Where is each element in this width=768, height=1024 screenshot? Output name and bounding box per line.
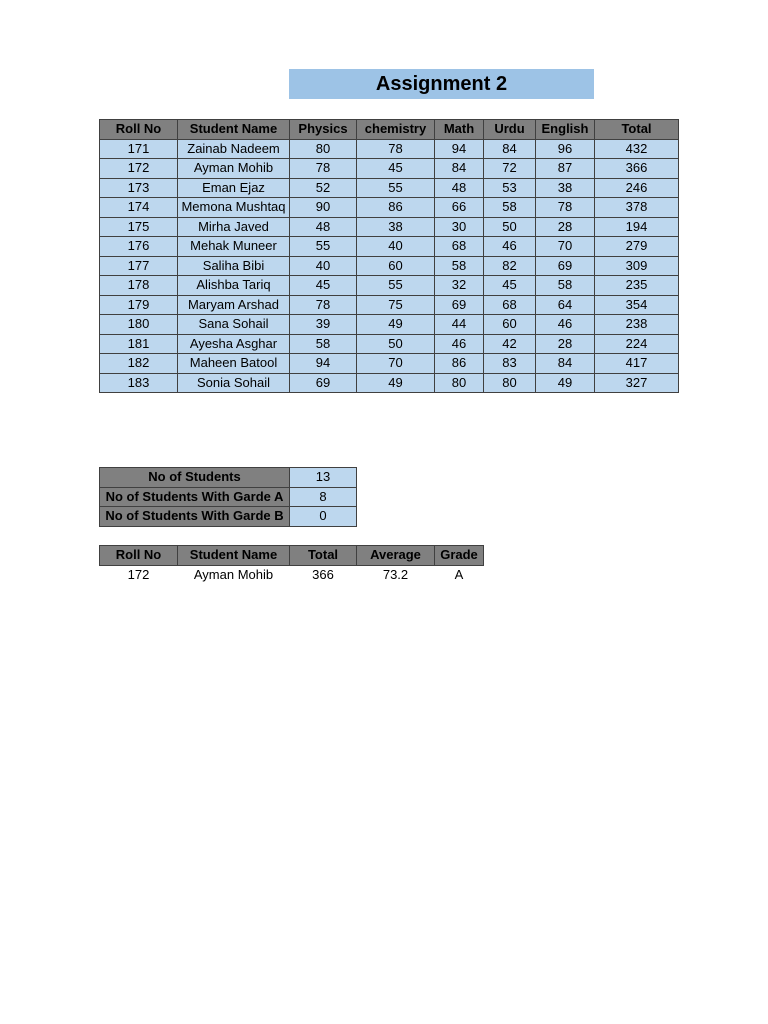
result-body: [100, 565, 484, 584]
table-cell: 70: [536, 237, 595, 257]
table-cell: Zainab Nadeem: [178, 139, 290, 159]
table-cell: Mirha Javed: [178, 217, 290, 237]
table-cell: 178: [100, 276, 178, 296]
summary-label: No of Students: [100, 468, 290, 488]
table-cell: 73.2: [357, 565, 435, 584]
table-cell: 80: [435, 373, 484, 393]
table-cell: 378: [595, 198, 679, 218]
table-cell: 28: [536, 217, 595, 237]
table-cell: A: [435, 565, 484, 584]
column-header: English: [536, 120, 595, 140]
table-cell: 39: [290, 315, 357, 335]
summary-value: 8: [290, 487, 357, 507]
column-header: Average: [357, 546, 435, 566]
table-cell: 179: [100, 295, 178, 315]
table-cell: 40: [357, 237, 435, 257]
table-cell: 194: [595, 217, 679, 237]
summary-table: [99, 467, 357, 527]
table-cell: Alishba Tariq: [178, 276, 290, 296]
table-cell: 46: [435, 334, 484, 354]
table-cell: 55: [357, 178, 435, 198]
table-row: [100, 315, 679, 335]
column-header: Math: [435, 120, 484, 140]
table-cell: 40: [290, 256, 357, 276]
table-cell: 60: [357, 256, 435, 276]
table-cell: 78: [357, 139, 435, 159]
table-cell: 354: [595, 295, 679, 315]
summary-row: [100, 468, 357, 488]
result-header-row: [100, 546, 484, 566]
table-row: [100, 295, 679, 315]
table-cell: Ayman Mohib: [178, 565, 290, 584]
column-header: Roll No: [100, 546, 178, 566]
table-cell: 55: [290, 237, 357, 257]
table-cell: 28: [536, 334, 595, 354]
table-cell: 60: [484, 315, 536, 335]
table-cell: 49: [357, 315, 435, 335]
table-cell: Mehak Muneer: [178, 237, 290, 257]
table-cell: 87: [536, 159, 595, 179]
table-cell: 80: [290, 139, 357, 159]
table-cell: 69: [435, 295, 484, 315]
table-cell: 78: [290, 295, 357, 315]
table-cell: 68: [484, 295, 536, 315]
table-row: [100, 198, 679, 218]
table-row: [100, 354, 679, 374]
column-header: Total: [290, 546, 357, 566]
column-header: Total: [595, 120, 679, 140]
table-cell: 84: [536, 354, 595, 374]
table-cell: 49: [536, 373, 595, 393]
table-cell: 70: [357, 354, 435, 374]
table-cell: 90: [290, 198, 357, 218]
table-cell: Sana Sohail: [178, 315, 290, 335]
table-cell: 171: [100, 139, 178, 159]
table-cell: Ayesha Asghar: [178, 334, 290, 354]
table-cell: 309: [595, 256, 679, 276]
table-cell: 45: [290, 276, 357, 296]
table-cell: 279: [595, 237, 679, 257]
table-cell: 42: [484, 334, 536, 354]
table-row: [100, 139, 679, 159]
table-cell: 84: [484, 139, 536, 159]
table-cell: 176: [100, 237, 178, 257]
summary-body: [100, 468, 357, 527]
column-header: Roll No: [100, 120, 178, 140]
table-cell: 82: [484, 256, 536, 276]
table-cell: Maheen Batool: [178, 354, 290, 374]
table-cell: Maryam Arshad: [178, 295, 290, 315]
summary-label: No of Students With Garde A: [100, 487, 290, 507]
summary-value: 13: [290, 468, 357, 488]
page-title: Assignment 2: [289, 69, 594, 99]
table-cell: 45: [357, 159, 435, 179]
table-cell: 172: [100, 565, 178, 584]
table-cell: 68: [435, 237, 484, 257]
table-cell: 183: [100, 373, 178, 393]
table-cell: 69: [536, 256, 595, 276]
table-cell: 86: [357, 198, 435, 218]
marks-header-row: [100, 120, 679, 140]
table-row: [100, 256, 679, 276]
table-row: [100, 334, 679, 354]
table-cell: 46: [484, 237, 536, 257]
table-cell: Memona Mushtaq: [178, 198, 290, 218]
table-cell: 58: [435, 256, 484, 276]
table-cell: 50: [484, 217, 536, 237]
table-cell: 52: [290, 178, 357, 198]
table-cell: 172: [100, 159, 178, 179]
table-cell: Ayman Mohib: [178, 159, 290, 179]
marks-body: [100, 139, 679, 393]
table-cell: 38: [536, 178, 595, 198]
table-cell: 235: [595, 276, 679, 296]
table-row: [100, 178, 679, 198]
table-cell: 46: [536, 315, 595, 335]
table-cell: 72: [484, 159, 536, 179]
table-row: [100, 276, 679, 296]
column-header: Student Name: [178, 120, 290, 140]
table-cell: 44: [435, 315, 484, 335]
table-cell: 64: [536, 295, 595, 315]
table-cell: Eman Ejaz: [178, 178, 290, 198]
table-cell: 238: [595, 315, 679, 335]
table-cell: 78: [290, 159, 357, 179]
table-cell: 50: [357, 334, 435, 354]
table-cell: 174: [100, 198, 178, 218]
table-cell: 94: [435, 139, 484, 159]
table-cell: 45: [484, 276, 536, 296]
column-header: Student Name: [178, 546, 290, 566]
table-cell: 83: [484, 354, 536, 374]
column-header: chemistry: [357, 120, 435, 140]
table-cell: 66: [435, 198, 484, 218]
table-cell: 75: [357, 295, 435, 315]
table-cell: 173: [100, 178, 178, 198]
table-cell: Saliha Bibi: [178, 256, 290, 276]
table-cell: 58: [536, 276, 595, 296]
table-cell: 48: [435, 178, 484, 198]
table-cell: 177: [100, 256, 178, 276]
table-cell: 32: [435, 276, 484, 296]
summary-row: [100, 507, 357, 527]
table-cell: 417: [595, 354, 679, 374]
table-cell: 180: [100, 315, 178, 335]
table-cell: 80: [484, 373, 536, 393]
table-cell: 96: [536, 139, 595, 159]
table-cell: 69: [290, 373, 357, 393]
table-cell: 181: [100, 334, 178, 354]
table-cell: 366: [290, 565, 357, 584]
table-cell: 58: [484, 198, 536, 218]
table-cell: 84: [435, 159, 484, 179]
table-row: [100, 237, 679, 257]
table-cell: 53: [484, 178, 536, 198]
table-row: [100, 159, 679, 179]
table-cell: 246: [595, 178, 679, 198]
table-cell: 86: [435, 354, 484, 374]
summary-value: 0: [290, 507, 357, 527]
table-cell: 58: [290, 334, 357, 354]
table-cell: 30: [435, 217, 484, 237]
column-header: Urdu: [484, 120, 536, 140]
table-cell: Sonia Sohail: [178, 373, 290, 393]
table-cell: 175: [100, 217, 178, 237]
table-cell: 182: [100, 354, 178, 374]
table-row: [100, 565, 484, 584]
summary-row: [100, 487, 357, 507]
table-cell: 366: [595, 159, 679, 179]
table-row: [100, 217, 679, 237]
marks-table: [99, 119, 679, 393]
column-header: Grade: [435, 546, 484, 566]
summary-label: No of Students With Garde B: [100, 507, 290, 527]
table-cell: 78: [536, 198, 595, 218]
table-cell: 432: [595, 139, 679, 159]
result-table: [99, 545, 484, 584]
table-cell: 224: [595, 334, 679, 354]
table-cell: 55: [357, 276, 435, 296]
table-row: [100, 373, 679, 393]
table-cell: 48: [290, 217, 357, 237]
table-cell: 327: [595, 373, 679, 393]
table-cell: 49: [357, 373, 435, 393]
table-cell: 94: [290, 354, 357, 374]
table-cell: 38: [357, 217, 435, 237]
column-header: Physics: [290, 120, 357, 140]
